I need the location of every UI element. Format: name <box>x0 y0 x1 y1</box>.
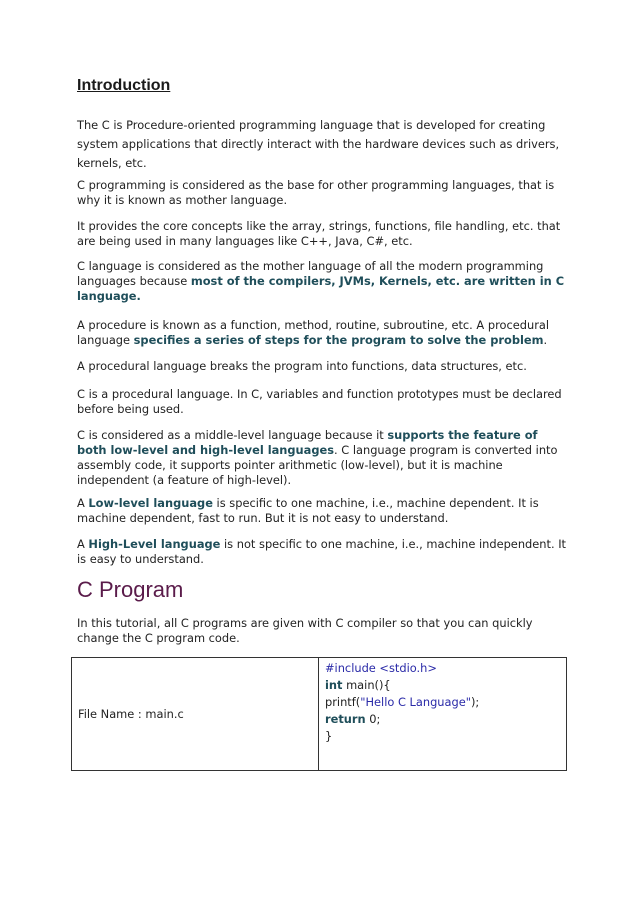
highlighted-text: supports the feature of both low-level and high-level languages <box>77 428 538 457</box>
intro-paragraph-9 <box>77 496 567 526</box>
paragraph-text: is not specific to one machine, i.e., machine independent. It is easy to understand. <box>77 537 567 566</box>
code-line-1 <box>325 660 560 677</box>
code-line-3 <box>325 694 560 711</box>
code-line-2 <box>325 677 560 694</box>
paragraph-text: is specific to one machine, i.e., machine dependent. It is machine dependent, fast to run. But it is not easy to understand. <box>77 496 539 525</box>
highlighted-text: most of the compilers, JVMs, Kernels, etc. are written in C language. <box>77 274 565 303</box>
intro-paragraph-6: A procedural language breaks the program into functions, data structures, etc. <box>77 359 527 373</box>
program-description: In this tutorial, all C programs are given with C compiler so that you can quickly change the C program code. <box>77 616 533 645</box>
keyword: return <box>325 712 366 726</box>
paragraph-text: C is considered as a middle-level language because it <box>77 428 388 442</box>
highlighted-text: specifies a series of steps for the program to solve the problem <box>133 333 544 347</box>
code-line-4 <box>325 711 560 728</box>
code-cell <box>319 658 566 770</box>
code-text: } <box>325 729 333 743</box>
paragraph-text: A <box>77 537 89 551</box>
intro-paragraph-8 <box>77 428 567 488</box>
file-name-cell <box>72 658 319 770</box>
highlighted-text: Low-level language <box>88 496 213 510</box>
file-name-label: File Name : main.c <box>78 707 184 721</box>
introduction-heading: Introduction <box>77 77 171 94</box>
keyword: int <box>325 678 343 692</box>
intro-paragraph-10 <box>77 537 567 567</box>
intro-paragraph-2: C programming is considered as the base for other programming languages, that is why it is known as mother language. <box>77 178 555 207</box>
code-text: printf( <box>325 695 361 709</box>
paragraph-text: . <box>543 333 548 347</box>
string-literal: "Hello C Language" <box>360 695 471 709</box>
paragraph-text: C language is considered as the mother language of all the modern programming languages because <box>77 259 544 288</box>
intro-paragraph-5 <box>77 318 567 348</box>
intro-paragraph-3: It provides the core concepts like the array, strings, functions, file handling, etc. that are being used in many languages like C++, Java, C#, etc. <box>77 219 561 248</box>
highlighted-text: High-Level language <box>88 537 221 551</box>
intro-paragraph-7: C is a procedural language. In C, variables and function prototypes must be declared before being used. <box>77 387 562 416</box>
code-text: main(){ <box>342 678 391 692</box>
preprocessor-directive: #include <stdio.h> <box>325 661 437 675</box>
paragraph-text: . C language program is converted into assembly code, it supports pointer arithmetic (low-level), but it is machine independent (a feature of high-level). <box>77 443 558 487</box>
code-example-table <box>71 657 567 771</box>
intro-paragraph-1: The C is Procedure-oriented programming language that is developed for creating system applications that directly interact with the hardware devices such as drivers, kernels, etc. <box>77 118 560 170</box>
intro-paragraph-4 <box>77 259 567 304</box>
code-text: 0; <box>365 712 381 726</box>
code-text: ); <box>470 695 480 709</box>
code-line-5 <box>325 728 560 745</box>
paragraph-text: A <box>77 496 89 510</box>
paragraph-text: A procedure is known as a function, method, routine, subroutine, etc. A procedural language <box>77 318 550 347</box>
c-program-title: C Program <box>77 577 184 602</box>
